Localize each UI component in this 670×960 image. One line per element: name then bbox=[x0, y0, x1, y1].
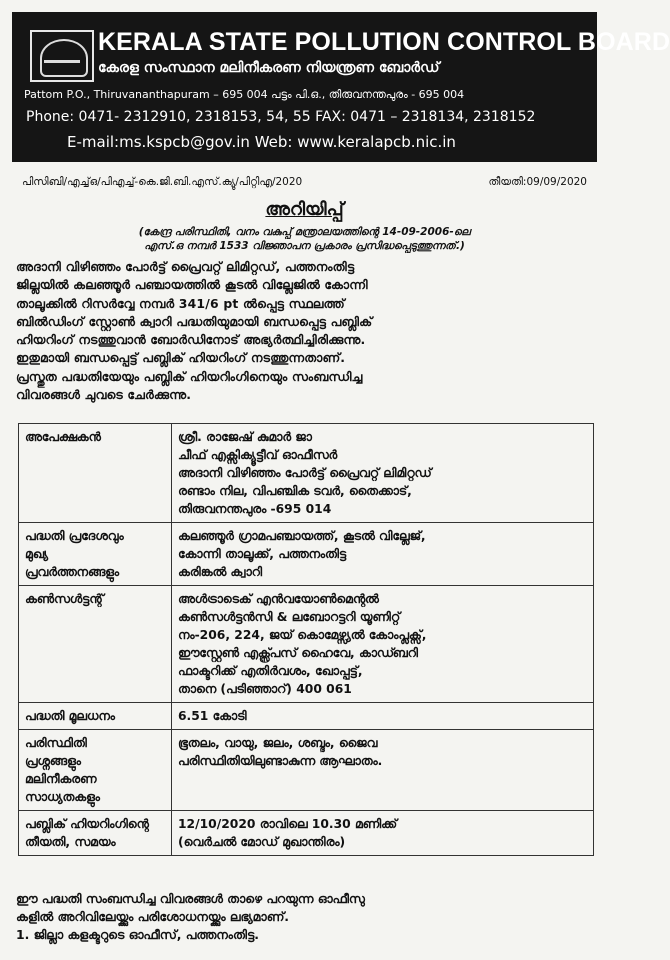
office-list-item bbox=[16, 926, 594, 944]
value-line: നം-206, 224, ജയ് കൊമേഴ്സ്യൽ കോംപ്ലക്സ്, bbox=[178, 628, 427, 642]
value-line: തിരുവനന്തപുരം -695 014 bbox=[178, 502, 332, 516]
value-line: താനെ (പടിഞ്ഞാറ്) 400 061 bbox=[178, 682, 352, 696]
row-value bbox=[172, 730, 594, 811]
board-logo bbox=[30, 30, 94, 82]
availability-note bbox=[16, 890, 594, 944]
intro-line: പ്രസ്തുത പദ്ധതിയേയും പബ്ലിക് ഹിയറിംഗിനെയും സംബന്ധിച്ച bbox=[16, 368, 363, 384]
value-line: ഈസ്റ്റേൺ എക്സ്പ്രസ് ഹൈവേ, കാഡ്ബറി bbox=[178, 646, 418, 660]
row-value bbox=[172, 523, 594, 586]
row-value bbox=[172, 703, 594, 730]
label-line: സാധ്യതകളും bbox=[25, 790, 100, 804]
notice-subtitle-line-1: (കേന്ദ്ര പരിസ്ഥിതി, വനം വകുപ്പ് മന്ത്രാലയത്തിന്റെ 14-09-2006-ലെ bbox=[138, 226, 471, 238]
row-label bbox=[19, 424, 172, 523]
value-line: ശ്രീ. രാജേഷ് കുമാർ ജാ bbox=[178, 430, 312, 444]
letterhead bbox=[12, 12, 670, 162]
notice-subtitle-line-2: എസ്.ഒ നമ്പർ 1533 വിജ്ഞാപന പ്രകാരം പ്രസിദ്ധപ്പെടുത്തുന്നത്.) bbox=[144, 240, 465, 252]
list-item-text: ജില്ലാ കളക്ടറുടെ ഓഫീസ്, പത്തനംതിട്ട. bbox=[33, 927, 259, 942]
row-label bbox=[19, 523, 172, 586]
table-row bbox=[19, 811, 594, 856]
intro-line: താലൂക്കിൽ റിസർവ്വേ നമ്പർ 341/6 pt ൽപ്പെട്ട സ്ഥലത്ത് bbox=[16, 295, 345, 311]
intro-paragraph bbox=[16, 258, 594, 404]
value-line: അൾട്രാടെക് എൻവയോൺമെന്റൽ bbox=[178, 592, 379, 606]
logo-base-line bbox=[44, 60, 80, 63]
table-row bbox=[19, 523, 594, 586]
footer-line: കളിൽ അറിവിലേയ്ക്കും പരിശോധനയ്ക്കും ലഭ്യമാണ്. bbox=[16, 909, 289, 924]
label-line: കൺസൾട്ടന്റ് bbox=[25, 592, 104, 606]
value-line: 12/10/2020 രാവിലെ 10.30 മണിക്ക് bbox=[178, 817, 397, 831]
value-line: 6.51 കോടി bbox=[178, 709, 247, 723]
label-line: പരിസ്ഥിതി bbox=[25, 736, 87, 750]
intro-line: ജില്ലയിൽ കലഞ്ഞൂർ പഞ്ചായത്തിൽ കൂടൽ വില്ലേജിൽ കോന്നി bbox=[16, 277, 368, 293]
value-line: കരിങ്കൽ ക്വാറി bbox=[178, 565, 262, 579]
table-row bbox=[19, 730, 594, 811]
value-line: കോന്നി താലൂക്ക്, പത്തനംതിട്ട bbox=[178, 547, 347, 561]
value-line: ഫാക്ടറിക്ക് എതിർവശം, ഖോപ്പട്ട്, bbox=[178, 664, 363, 678]
footer-line: ഈ പദ്ധതി സംബന്ധിച്ച വിവരങ്ങൾ താഴെ പറയുന്ന ഓഫീസു bbox=[16, 891, 365, 906]
board-address: Pattom P.O., Thiruvananthapuram – 695 004 പട്ടം പി.ഒ., തിരുവനന്തപുരം - 695 004 bbox=[24, 88, 465, 101]
intro-line: അദാനി വിഴിഞ്ഞം പോർട്ട് പ്രൈവറ്റ് ലിമിറ്റഡ്, പത്തനംതിട്ട bbox=[16, 259, 355, 274]
board-title-malayalam: കേരള സംസ്ഥാന മലിനീകരണ നിയന്ത്രണ ബോർഡ് bbox=[98, 60, 440, 76]
label-line: അപേക്ഷകൻ bbox=[25, 430, 101, 444]
label-line: പ്രവർത്തനങ്ങളും bbox=[25, 565, 120, 579]
intro-line: വിവരങ്ങൾ ചുവടെ ചേർക്കുന്നു. bbox=[16, 387, 192, 403]
table-row bbox=[19, 586, 594, 703]
board-title-english: KERALA STATE POLLUTION CONTROL BOARD bbox=[98, 28, 670, 56]
value-line: കലഞ്ഞൂർ ഗ്രാമപഞ്ചായത്ത്, കൂടൽ വില്ലേജ്, bbox=[178, 529, 426, 543]
board-email-web: E-mail:ms.kspcb@gov.in Web: www.keralapcb.nic.in bbox=[67, 133, 456, 151]
intro-line: ഇതുമായി ബന്ധപ്പെട്ട് പബ്ലിക് ഹിയറിംഗ് നടത്തുന്നതാണ്. bbox=[16, 350, 346, 366]
row-label bbox=[19, 703, 172, 730]
reference-line bbox=[22, 176, 587, 189]
value-line: പരിസ്ഥിതിയിലുണ്ടാകുന്ന ആഘാതം. bbox=[178, 754, 383, 768]
label-line: പബ്ലിക് ഹിയറിംഗിന്റെ bbox=[25, 817, 149, 831]
label-line: തീയതി, സമയം bbox=[25, 835, 116, 849]
board-phone-fax: Phone: 0471- 2312910, 2318153, 54, 55 FAX: 0471 – 2318134, 2318152 bbox=[26, 109, 536, 125]
label-line: മുഖ്യ bbox=[25, 547, 49, 561]
label-line: പദ്ധതി മൂലധനം bbox=[25, 709, 115, 723]
logo-emblem-shape bbox=[40, 39, 88, 77]
value-line: രണ്ടാം നില, വിപഞ്ചിക ടവർ, തൈക്കാട്, bbox=[178, 484, 412, 498]
notice-date: തീയതി:09/09/2020 bbox=[488, 176, 587, 188]
row-value bbox=[172, 586, 594, 703]
notice-title: അറിയിപ്പ് bbox=[265, 199, 344, 220]
row-value bbox=[172, 811, 594, 856]
intro-line: ഹിയറിംഗ് നടത്തുവാൻ ബോർഡിനോട് അഭ്യർത്ഥിച്ചിരിക്കുന്നു. bbox=[16, 332, 366, 348]
value-line: ഭൂതലം, വായു, ജലം, ശബ്ദം, ജൈവ bbox=[178, 736, 378, 750]
row-label bbox=[19, 811, 172, 856]
list-item-number: 1. bbox=[16, 927, 30, 942]
row-value bbox=[172, 424, 594, 523]
label-line: മലിനീകരണ bbox=[25, 772, 97, 786]
value-line: കൺസൾട്ടൻസി & ലബോറട്ടറി യൂണിറ്റ് bbox=[178, 610, 401, 624]
value-line: അദാനി വിഴിഞ്ഞം പോർട്ട് പ്രൈവറ്റ് ലിമിറ്റഡ് bbox=[178, 466, 432, 480]
table-row bbox=[19, 703, 594, 730]
intro-line: ബിൽഡിംഗ് സ്റ്റോൺ ക്വാറി പദ്ധതിയുമായി ബന്ധപ്പെട്ട പബ്ലിക് bbox=[16, 313, 373, 329]
value-line: ചീഫ് എക്സിക്യൂട്ടീവ് ഓഫീസർ bbox=[178, 448, 338, 462]
row-label bbox=[19, 730, 172, 811]
reference-number: പിസിബി/എച്ച്ഒ/പിഎച്ച്-കെ.ജി.ബി.എസ്.ക്യു/പിറ്റിഎ/2020 bbox=[22, 176, 303, 188]
label-line: പദ്ധതി പ്രദേശവും bbox=[25, 529, 124, 543]
project-details-table bbox=[18, 423, 594, 856]
row-label bbox=[19, 586, 172, 703]
table-row bbox=[19, 424, 594, 523]
label-line: പ്രശ്നങ്ങളും bbox=[25, 754, 81, 768]
value-line: (വെർചൽ മോഡ് മുഖാന്തിരം) bbox=[178, 835, 346, 849]
